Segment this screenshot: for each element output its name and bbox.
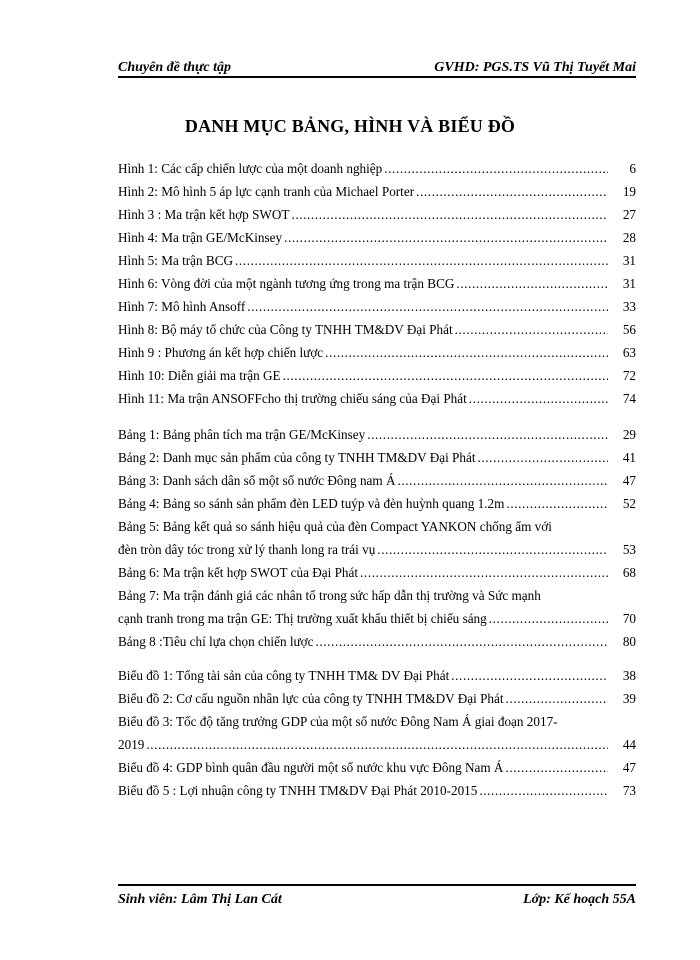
figures-entry[interactable] [118, 157, 636, 180]
page-number: 33 [622, 299, 636, 314]
figures-entry[interactable] [118, 318, 636, 341]
page-number: 19 [622, 184, 636, 199]
entry-title-line1: Bảng 5: Bảng kết quả so sánh hiệu quả của đèn Compact YANKON chống ẩm với [118, 519, 552, 534]
entry-title: Hình 7: Mô hình Ansoff [118, 299, 246, 314]
dot-leader [284, 226, 608, 249]
page-number: 73 [622, 783, 636, 798]
dot-leader [315, 630, 608, 653]
entry-title: Biểu đồ 1: Tổng tài sản của công ty TNHH TM& DV Đại Phát [118, 668, 450, 683]
figures-entry[interactable] [118, 249, 636, 272]
entry-title: Hình 4: Ma trận GE/McKinsey [118, 230, 283, 245]
dot-leader [367, 423, 608, 446]
dot-leader [397, 469, 608, 492]
figures-entry[interactable] [118, 226, 636, 249]
charts-entry[interactable] [118, 687, 636, 710]
dot-leader [477, 446, 608, 469]
page-number: 56 [622, 322, 636, 337]
page-number: 80 [622, 634, 636, 649]
page-footer [118, 884, 636, 912]
entry-title: Biểu đồ 5 : Lợi nhuận công ty TNHH TM&DV Đại Phát 2010-2015 [118, 783, 478, 798]
dot-leader [506, 687, 608, 710]
entry-title: Bảng 1: Bảng phân tích ma trận GE/McKinsey [118, 427, 366, 442]
entry-title: Bảng 3: Danh sách dân số một số nước Đông nam Á [118, 473, 396, 488]
page-number: 47 [622, 473, 636, 488]
footer-left: Sinh viên: Lâm Thị Lan Cát [118, 892, 282, 907]
page-number: 52 [622, 496, 636, 511]
dot-leader [384, 157, 608, 180]
page-number: 74 [622, 391, 636, 406]
page-number: 6 [629, 161, 636, 176]
dot-leader [416, 180, 608, 203]
page-number: 41 [622, 450, 636, 465]
entry-title: Bảng 8 :Tiêu chí lựa chọn chiến lược [118, 634, 314, 649]
tables-entry[interactable] [118, 515, 636, 561]
dot-leader [456, 272, 608, 295]
dot-leader [247, 295, 608, 318]
footer-right: Lớp: Kế hoạch 55A [523, 892, 636, 907]
dot-leader [146, 733, 608, 756]
dot-leader [291, 203, 608, 226]
entry-title-line1: Biểu đồ 3: Tốc độ tăng trưởng GDP của một số nước Đông Nam Á giai đoạn 2017- [118, 714, 558, 729]
dot-leader [469, 387, 608, 410]
page-number: 29 [622, 427, 636, 442]
entry-title: cạnh tranh trong ma trận GE: Thị trường xuất khẩu thiết bị chiếu sáng [118, 611, 487, 626]
page-number: 27 [622, 207, 636, 222]
entry-title: Biểu đồ 2: Cơ cấu nguồn nhân lực của công ty TNHH TM&DV Đại Phát [118, 691, 504, 706]
tables-entry[interactable] [118, 469, 636, 492]
figures-entry[interactable] [118, 272, 636, 295]
tables-entry[interactable] [118, 423, 636, 446]
dot-leader [283, 364, 608, 387]
figures-entry[interactable] [118, 180, 636, 203]
page-number: 31 [622, 253, 636, 268]
header-left: Chuyên đề thực tập [118, 60, 232, 75]
entry-title: đèn tròn dây tóc trong xử lý thanh long ra trái vụ [118, 542, 376, 557]
page-number: 31 [622, 276, 636, 291]
dot-leader [479, 779, 608, 802]
entry-title: Hình 9 : Phương án kết hợp chiến lược [118, 345, 324, 360]
dot-leader [377, 538, 608, 561]
charts-entry[interactable] [118, 664, 636, 687]
page-number: 28 [622, 230, 636, 245]
tables-entry[interactable] [118, 492, 636, 515]
page-number: 72 [622, 368, 636, 383]
page-header [118, 54, 636, 78]
figures-entry[interactable] [118, 341, 636, 364]
dot-leader [506, 492, 608, 515]
entry-title: Hình 5: Ma trận BCG [118, 253, 234, 268]
figures-entry[interactable] [118, 387, 636, 410]
entry-title: Hình 6: Vòng đời của một ngành tương ứng trong ma trận BCG [118, 276, 455, 291]
entry-title: Bảng 4: Bảng so sánh sản phẩm đèn LED tuýp và đèn huỳnh quang 1.2m [118, 496, 505, 511]
tables-entry[interactable] [118, 630, 636, 653]
entry-title: Bảng 6: Ma trận kết hợp SWOT của Đại Phát [118, 565, 359, 580]
tables-entry[interactable] [118, 561, 636, 584]
entry-title: Hình 11: Ma trận ANSOFFcho thị trường chiếu sáng của Đại Phát [118, 391, 467, 406]
entry-title: Bảng 2: Danh mục sản phẩm của công ty TNHH TM&DV Đại Phát [118, 450, 476, 465]
entry-title-line1: Bảng 7: Ma trận đánh giá các nhân tố trong sức hấp dẫn thị trường và Sức mạnh [118, 588, 541, 603]
charts-entry[interactable] [118, 756, 636, 779]
dot-leader [235, 249, 608, 272]
header-right: GVHD: PGS.TS Vũ Thị Tuyết Mai [434, 60, 636, 75]
page-number: 63 [622, 345, 636, 360]
dot-leader [360, 561, 608, 584]
page-title: DANH MỤC BẢNG, HÌNH VÀ BIỂU ĐỒ [184, 116, 516, 136]
page-number: 39 [622, 691, 636, 706]
dot-leader [451, 664, 608, 687]
page-number: 70 [622, 611, 636, 626]
entry-title: Hình 10: Diễn giải ma trận GE [118, 368, 281, 383]
figures-entry[interactable] [118, 203, 636, 226]
page-number: 68 [622, 565, 636, 580]
page-number: 38 [622, 668, 636, 683]
page-number: 53 [622, 542, 636, 557]
entry-title: Biểu đồ 4: GDP bình quân đầu người một số nước khu vực Đông Nam Á [118, 760, 504, 775]
tables-entry[interactable] [118, 584, 636, 630]
page-number: 44 [622, 737, 636, 752]
entry-title: Hình 1: Các cấp chiến lược của một doanh nghiệp [118, 161, 383, 176]
dot-leader [489, 607, 608, 630]
charts-entry[interactable] [118, 710, 636, 756]
entry-title: 2019 [118, 737, 145, 752]
entry-title: Hình 8: Bộ máy tổ chức của Công ty TNHH TM&DV Đại Phát [118, 322, 453, 337]
figures-entry[interactable] [118, 364, 636, 387]
entry-title: Hình 3 : Ma trận kết hợp SWOT [118, 207, 290, 222]
figures-entry[interactable] [118, 295, 636, 318]
tables-entry[interactable] [118, 446, 636, 469]
dot-leader [505, 756, 608, 779]
dot-leader [325, 341, 608, 364]
entry-title: Hình 2: Mô hình 5 áp lực cạnh tranh của Michael Porter [118, 184, 415, 199]
dot-leader [455, 318, 608, 341]
charts-entry[interactable] [118, 779, 636, 802]
page-number: 47 [622, 760, 636, 775]
